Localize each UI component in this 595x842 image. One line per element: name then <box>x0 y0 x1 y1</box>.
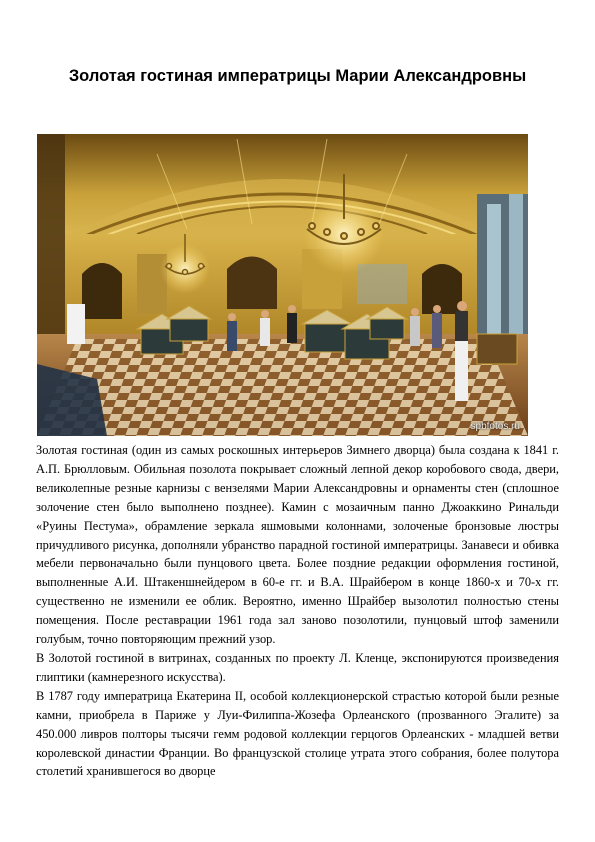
paragraph: В 1787 году императрица Екатерина II, особой коллекционерской страстью которой были резные камни, приобрела в Париже у Луи-Филиппа-Жозефа Орлеанского (прозванного Эгалите) за 450.000 ливров полторы тысячи гемм родовой коллекции герцогов Орлеанских - младшей ветви королевской династии Франции. Во французской столице утрата этого собрания, более полутора столетий хранившегося во дворце <box>36 688 559 779</box>
photo-watermark: spbfotos.ru <box>470 421 520 432</box>
page-title: Золотая гостиная императрицы Марии Александровны <box>68 67 527 85</box>
golden-drawing-room-photo <box>37 134 528 436</box>
body-text <box>36 441 559 781</box>
paragraph: Золотая гостиная (один из самых роскошных интерьеров Зимнего дворца) была создана к 1841 г. А.П. Брюлловым. Обильная позолота покрывает сложный лепной декор коробового свода, двери, великолепные резные карнизы с вензелями Марии Александровны и орнаменты стен (сплошное золочение стен было выполнено позднее). Камин с мозаичным панно Джоаккино Ринальди «Руины Пестума», обрамление зеркала яшмовыми колоннами, золоченые бронзовые люстры причудливого рисунка, дополняли убранство парадной гостиной императрицы. Занавеси и обивка мебели первоначально были пунцового цвета. Более поздние редакции оформления гостиной, выполненные А.И. Штакеншнейдером в 60-е гг. и В.А. Шрайбером в конце 1860-х и 70-х гг. существенно не изменили ее облик. Вероятно, именно Шрайбер вызолотил полностью стены помещения. После реставрации 1961 года зал заново позолотили, пунцовый штоф заменили голубым, точно повторяющим прежний узор. <box>36 443 559 647</box>
paragraph: В Золотой гостиной в витринах, созданных по проекту Л. Кленце, экспонируются произведения глиптики (камнерезного искусства). <box>36 650 559 684</box>
interior-illustration <box>37 134 528 436</box>
